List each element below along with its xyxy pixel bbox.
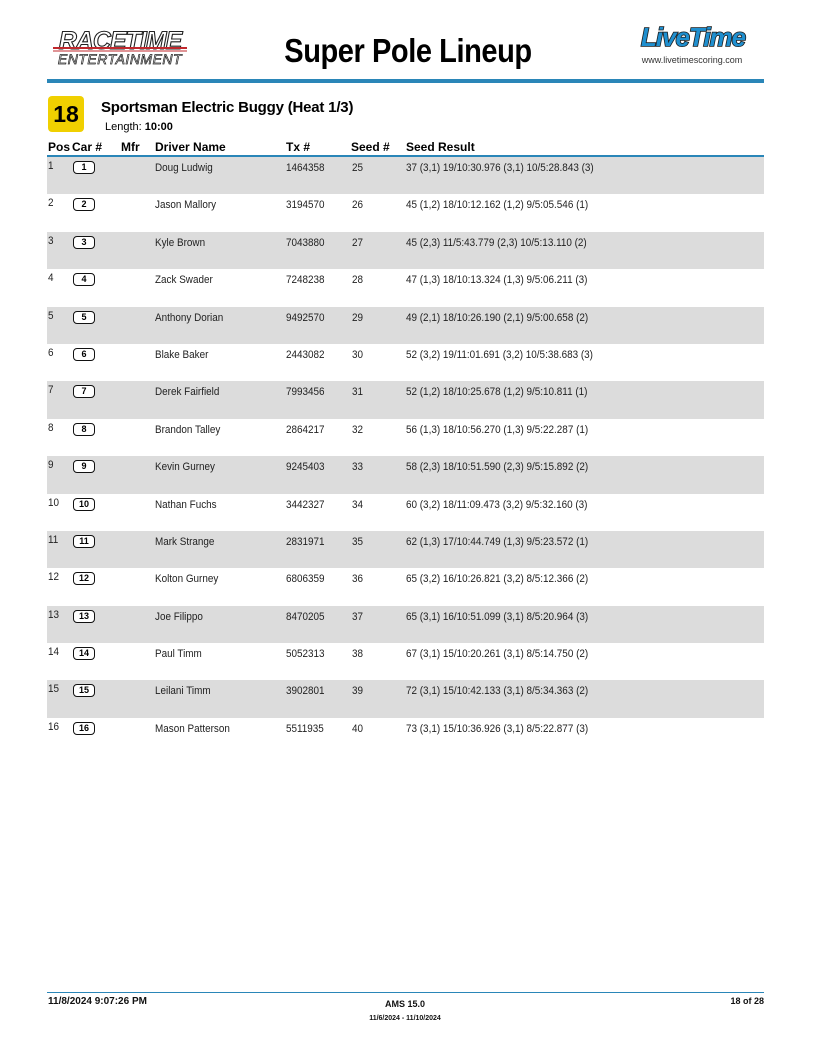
seed-result-cell: 49 (2,1) 18/10:26.190 (2,1) 9/5:00.658 (2) bbox=[406, 311, 589, 324]
car-number-box: 5 bbox=[73, 311, 95, 324]
seed-result-cell: 58 (2,3) 18/10:51.590 (2,3) 9/5:15.892 (2) bbox=[406, 461, 589, 474]
seed-cell: 36 bbox=[352, 573, 364, 586]
footer-divider bbox=[47, 992, 764, 993]
seed-result-cell: 47 (1,3) 18/10:13.324 (1,3) 9/5:06.211 (3) bbox=[406, 274, 588, 287]
col-header-mfr: Mfr bbox=[121, 140, 140, 154]
driver-cell: Kolton Gurney bbox=[155, 573, 219, 586]
pos-cell: 16 bbox=[48, 720, 60, 733]
table-row bbox=[47, 232, 764, 269]
table-row bbox=[47, 194, 764, 231]
driver-cell: Kevin Gurney bbox=[155, 461, 215, 474]
car-number-box: 10 bbox=[73, 498, 95, 511]
pos-cell: 5 bbox=[48, 309, 54, 322]
driver-cell: Brandon Talley bbox=[155, 423, 221, 436]
seed-result-cell: 52 (1,2) 18/10:25.678 (1,2) 9/5:10.811 (1) bbox=[406, 386, 588, 399]
table-row bbox=[47, 157, 764, 194]
seed-result-cell: 65 (3,2) 16/10:26.821 (3,2) 8/5:12.366 (2) bbox=[406, 573, 589, 586]
event-dates: 11/6/2024 - 11/10/2024 bbox=[369, 1015, 441, 1022]
livetime-url[interactable]: www.livetimescoring.com bbox=[641, 55, 743, 65]
col-header-seed: Seed # bbox=[351, 140, 390, 154]
col-header-seed-result: Seed Result bbox=[406, 140, 475, 154]
seed-cell: 34 bbox=[352, 498, 364, 511]
tx-cell: 3194570 bbox=[286, 199, 325, 212]
race-length-value: 10:00 bbox=[144, 121, 173, 133]
driver-cell: Derek Fairfield bbox=[155, 386, 220, 399]
driver-cell: Anthony Dorian bbox=[155, 311, 224, 324]
pos-cell: 2 bbox=[48, 197, 54, 210]
tx-cell: 7248238 bbox=[286, 274, 325, 287]
seed-cell: 26 bbox=[352, 199, 364, 212]
car-number-box: 13 bbox=[73, 610, 95, 623]
car-number-box: 11 bbox=[73, 535, 95, 548]
car-number-box: 3 bbox=[73, 236, 95, 249]
page-number: 18 of 28 bbox=[730, 996, 764, 1006]
driver-cell: Doug Ludwig bbox=[155, 162, 213, 174]
table-row bbox=[47, 419, 764, 456]
driver-cell: Mason Patterson bbox=[155, 722, 230, 735]
race-length-label: Length: bbox=[105, 121, 142, 133]
race-name: Sportsman Electric Buggy (Heat 1/3) bbox=[101, 99, 354, 116]
seed-result-cell: 37 (3,1) 19/10:30.976 (3,1) 10/5:28.843 (3) bbox=[406, 162, 594, 174]
seed-cell: 28 bbox=[352, 274, 364, 287]
header-divider bbox=[47, 79, 764, 83]
table-row bbox=[47, 718, 764, 755]
pos-cell: 3 bbox=[48, 234, 54, 247]
car-number-box: 6 bbox=[73, 348, 95, 361]
pos-cell: 7 bbox=[48, 384, 54, 397]
racetime-logo-subtext: ENTERTAINMENT bbox=[57, 51, 183, 67]
tx-cell: 5511935 bbox=[286, 722, 324, 735]
car-number-box: 1 bbox=[73, 161, 95, 174]
col-header-tx: Tx # bbox=[286, 140, 311, 154]
seed-cell: 32 bbox=[352, 423, 364, 436]
seed-cell: 39 bbox=[352, 685, 364, 698]
pos-cell: 10 bbox=[48, 496, 60, 509]
tx-cell: 7043880 bbox=[286, 236, 325, 249]
pos-cell: 4 bbox=[48, 272, 54, 285]
car-number-box: 15 bbox=[73, 684, 95, 697]
pos-cell: 8 bbox=[48, 421, 54, 434]
seed-result-cell: 67 (3,1) 15/10:20.261 (3,1) 8/5:14.750 (2) bbox=[406, 648, 589, 661]
pos-cell: 1 bbox=[48, 160, 54, 172]
pos-cell: 15 bbox=[48, 683, 60, 696]
table-row bbox=[47, 643, 764, 680]
table-row bbox=[47, 568, 764, 605]
racetime-logo-text: RACETIME bbox=[58, 27, 182, 55]
table-row bbox=[47, 456, 764, 493]
event-name: AMS 15.0 bbox=[384, 999, 426, 1009]
seed-result-cell: 52 (3,2) 19/11:01.691 (3,2) 10/5:38.683 (3) bbox=[406, 348, 593, 361]
car-number-box: 12 bbox=[73, 572, 95, 585]
tx-cell: 2443082 bbox=[286, 348, 325, 361]
race-length bbox=[105, 121, 173, 133]
livetime-logo bbox=[622, 24, 764, 52]
tx-cell: 7993456 bbox=[286, 386, 325, 399]
car-number-box: 14 bbox=[73, 647, 95, 660]
seed-result-cell: 45 (1,2) 18/10:12.162 (1,2) 9/5:05.546 (1) bbox=[406, 199, 589, 212]
driver-cell: Zack Swader bbox=[155, 274, 213, 287]
car-number-box: 9 bbox=[73, 460, 95, 473]
pos-cell: 13 bbox=[48, 608, 60, 621]
seed-cell: 40 bbox=[352, 722, 364, 735]
pos-cell: 14 bbox=[48, 646, 60, 659]
col-header-car: Car # bbox=[72, 140, 103, 154]
car-number-box: 2 bbox=[73, 198, 95, 211]
car-number-box: 8 bbox=[73, 423, 95, 436]
table-row bbox=[47, 344, 764, 381]
table-row bbox=[47, 680, 764, 717]
driver-cell: Jason Mallory bbox=[155, 199, 217, 212]
tx-cell: 6806359 bbox=[286, 573, 325, 586]
racetime-logo bbox=[47, 26, 193, 68]
tx-cell: 2864217 bbox=[286, 423, 325, 436]
seed-result-cell: 62 (1,3) 17/10:44.749 (1,3) 9/5:23.572 (1) bbox=[406, 535, 589, 548]
tx-cell: 8470205 bbox=[286, 610, 325, 623]
tx-cell: 1464358 bbox=[286, 162, 325, 174]
table-row bbox=[47, 307, 764, 344]
seed-result-cell: 65 (3,1) 16/10:51.099 (3,1) 8/5:20.964 (3) bbox=[406, 610, 589, 623]
driver-cell: Mark Strange bbox=[155, 535, 215, 548]
seed-result-cell: 45 (2,3) 11/5:43.779 (2,3) 10/5:13.110 (2) bbox=[406, 236, 587, 249]
table-row bbox=[47, 269, 764, 306]
pos-cell: 11 bbox=[48, 533, 59, 546]
driver-cell: Paul Timm bbox=[155, 648, 202, 661]
seed-result-cell: 56 (1,3) 18/10:56.270 (1,3) 9/5:22.287 (1) bbox=[406, 423, 589, 436]
col-header-pos: Pos bbox=[48, 140, 71, 154]
pos-cell: 9 bbox=[48, 459, 54, 472]
driver-cell: Leilani Timm bbox=[155, 685, 211, 698]
seed-cell: 30 bbox=[352, 348, 364, 361]
tx-cell: 9492570 bbox=[286, 311, 325, 324]
tx-cell: 2831971 bbox=[286, 535, 325, 548]
seed-cell: 31 bbox=[352, 386, 364, 399]
lineup-table bbox=[47, 157, 764, 755]
print-timestamp: 11/8/2024 9:07:26 PM bbox=[48, 996, 147, 1007]
tx-cell: 3902801 bbox=[286, 685, 325, 698]
seed-cell: 33 bbox=[352, 461, 364, 474]
seed-result-cell: 72 (3,1) 15/10:42.133 (3,1) 8/5:34.363 (2) bbox=[406, 685, 589, 698]
car-number-box: 16 bbox=[73, 722, 95, 735]
car-number-box: 7 bbox=[73, 385, 95, 398]
tx-cell: 5052313 bbox=[286, 648, 325, 661]
driver-cell: Nathan Fuchs bbox=[155, 498, 217, 511]
seed-cell: 38 bbox=[352, 648, 364, 661]
seed-cell: 25 bbox=[352, 162, 364, 174]
col-header-driver: Driver Name bbox=[155, 140, 226, 154]
seed-result-cell: 60 (3,2) 18/11:09.473 (3,2) 9/5:32.160 (3) bbox=[406, 498, 588, 511]
livetime-logo-text: LiveTime bbox=[640, 24, 746, 52]
race-number-badge: 18 bbox=[48, 96, 84, 132]
seed-cell: 29 bbox=[352, 311, 364, 324]
seed-result-cell: 73 (3,1) 15/10:36.926 (3,1) 8/5:22.877 (3) bbox=[406, 722, 589, 735]
car-number-box: 4 bbox=[73, 273, 95, 286]
tx-cell: 9245403 bbox=[286, 461, 325, 474]
table-row bbox=[47, 606, 764, 643]
table-row bbox=[47, 381, 764, 418]
pos-cell: 12 bbox=[48, 571, 60, 584]
page-title: Super Pole Lineup bbox=[284, 32, 532, 69]
table-row bbox=[47, 494, 764, 531]
seed-cell: 35 bbox=[352, 535, 364, 548]
pos-cell: 6 bbox=[48, 346, 54, 359]
tx-cell: 3442327 bbox=[286, 498, 325, 511]
driver-cell: Joe Filippo bbox=[155, 610, 203, 623]
table-row bbox=[47, 531, 764, 568]
driver-cell: Kyle Brown bbox=[155, 236, 206, 249]
seed-cell: 27 bbox=[352, 236, 364, 249]
driver-cell: Blake Baker bbox=[155, 348, 209, 361]
seed-cell: 37 bbox=[352, 610, 364, 623]
